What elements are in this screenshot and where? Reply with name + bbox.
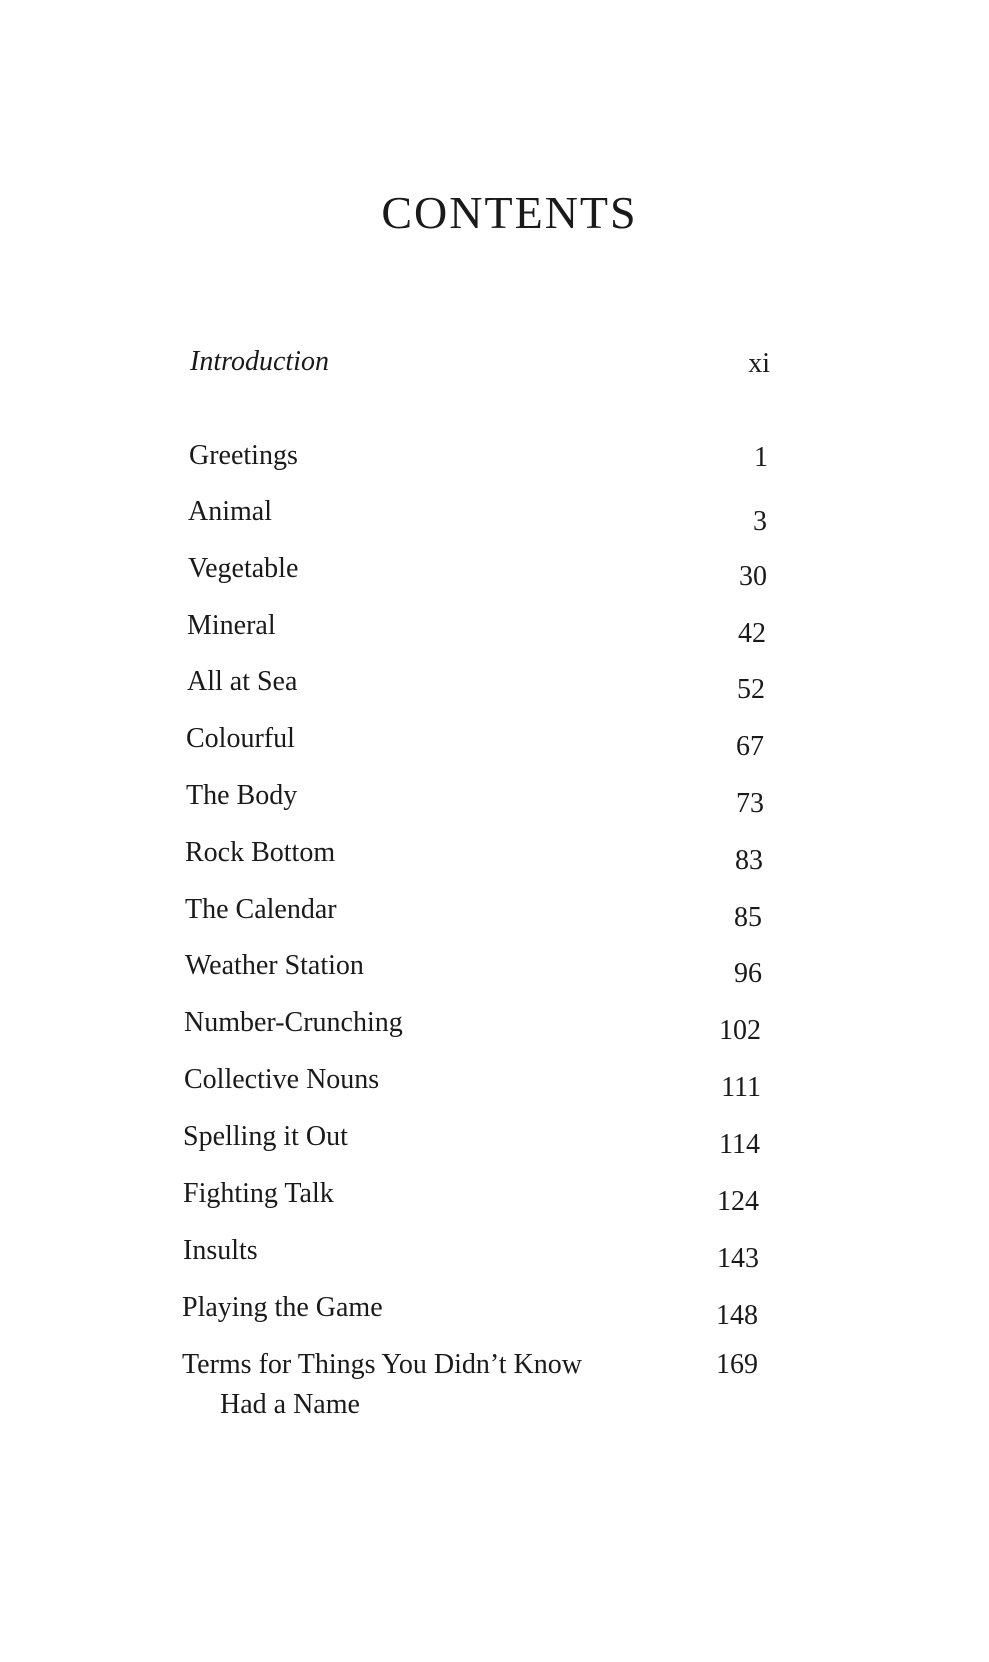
toc-entry-page: 124: [717, 1186, 759, 1217]
toc-entry-title: Mineral: [187, 610, 276, 641]
toc-entry-title: Greetings: [189, 440, 298, 471]
toc-entry-title: Vegetable: [188, 553, 299, 584]
toc-entry-page: 85: [734, 902, 762, 933]
toc-entry-page: 73: [736, 788, 764, 819]
toc-entry-page: 148: [716, 1300, 758, 1331]
toc-entry-page: 102: [719, 1015, 761, 1046]
toc-entry-title: [182, 1345, 582, 1425]
toc-entry-page: 143: [717, 1243, 759, 1274]
toc-entry-page: 30: [739, 561, 767, 592]
toc-entry-page: xi: [748, 348, 770, 379]
toc-entry-title-line-1: Terms for Things You Didn’t Know: [182, 1349, 582, 1380]
toc-entry-title: The Body: [186, 780, 298, 811]
toc-entry-page: 169: [716, 1349, 758, 1380]
toc-entry-title: The Calendar: [185, 894, 337, 925]
toc-entry-page: 67: [736, 731, 764, 762]
toc-entry-title: Insults: [183, 1235, 258, 1266]
toc-entry-title: Colourful: [186, 723, 295, 754]
toc-entry-title: Collective Nouns: [184, 1064, 380, 1095]
toc-entry-title: Number-Crunching: [184, 1007, 403, 1038]
toc-entry-terms-for-things[interactable]: [182, 1345, 772, 1427]
toc-entry-page: 111: [721, 1072, 761, 1103]
toc-entry-title: Spelling it Out: [183, 1121, 348, 1152]
toc-entry-title-line-2: Had a Name: [220, 1389, 360, 1420]
toc-entry-title: All at Sea: [187, 666, 298, 697]
toc-entry-page: 83: [735, 845, 763, 876]
toc-entry-page: 52: [737, 674, 765, 705]
toc-entry-page: 1: [754, 442, 768, 473]
toc-entry-page: 96: [734, 958, 762, 989]
toc-entry-page: 114: [719, 1129, 760, 1160]
toc-entry-page: 3: [753, 506, 767, 537]
toc-entry-title: Fighting Talk: [183, 1178, 334, 1209]
toc-entry-title: Rock Bottom: [185, 837, 336, 868]
toc-entry-title: Weather Station: [185, 950, 364, 981]
toc-entry-title: Playing the Game: [182, 1292, 383, 1323]
toc-entry-title: Animal: [188, 496, 272, 527]
page-title: CONTENTS: [381, 187, 638, 238]
toc-entry-page: 42: [738, 618, 766, 649]
toc-entry-title: Introduction: [190, 346, 329, 377]
